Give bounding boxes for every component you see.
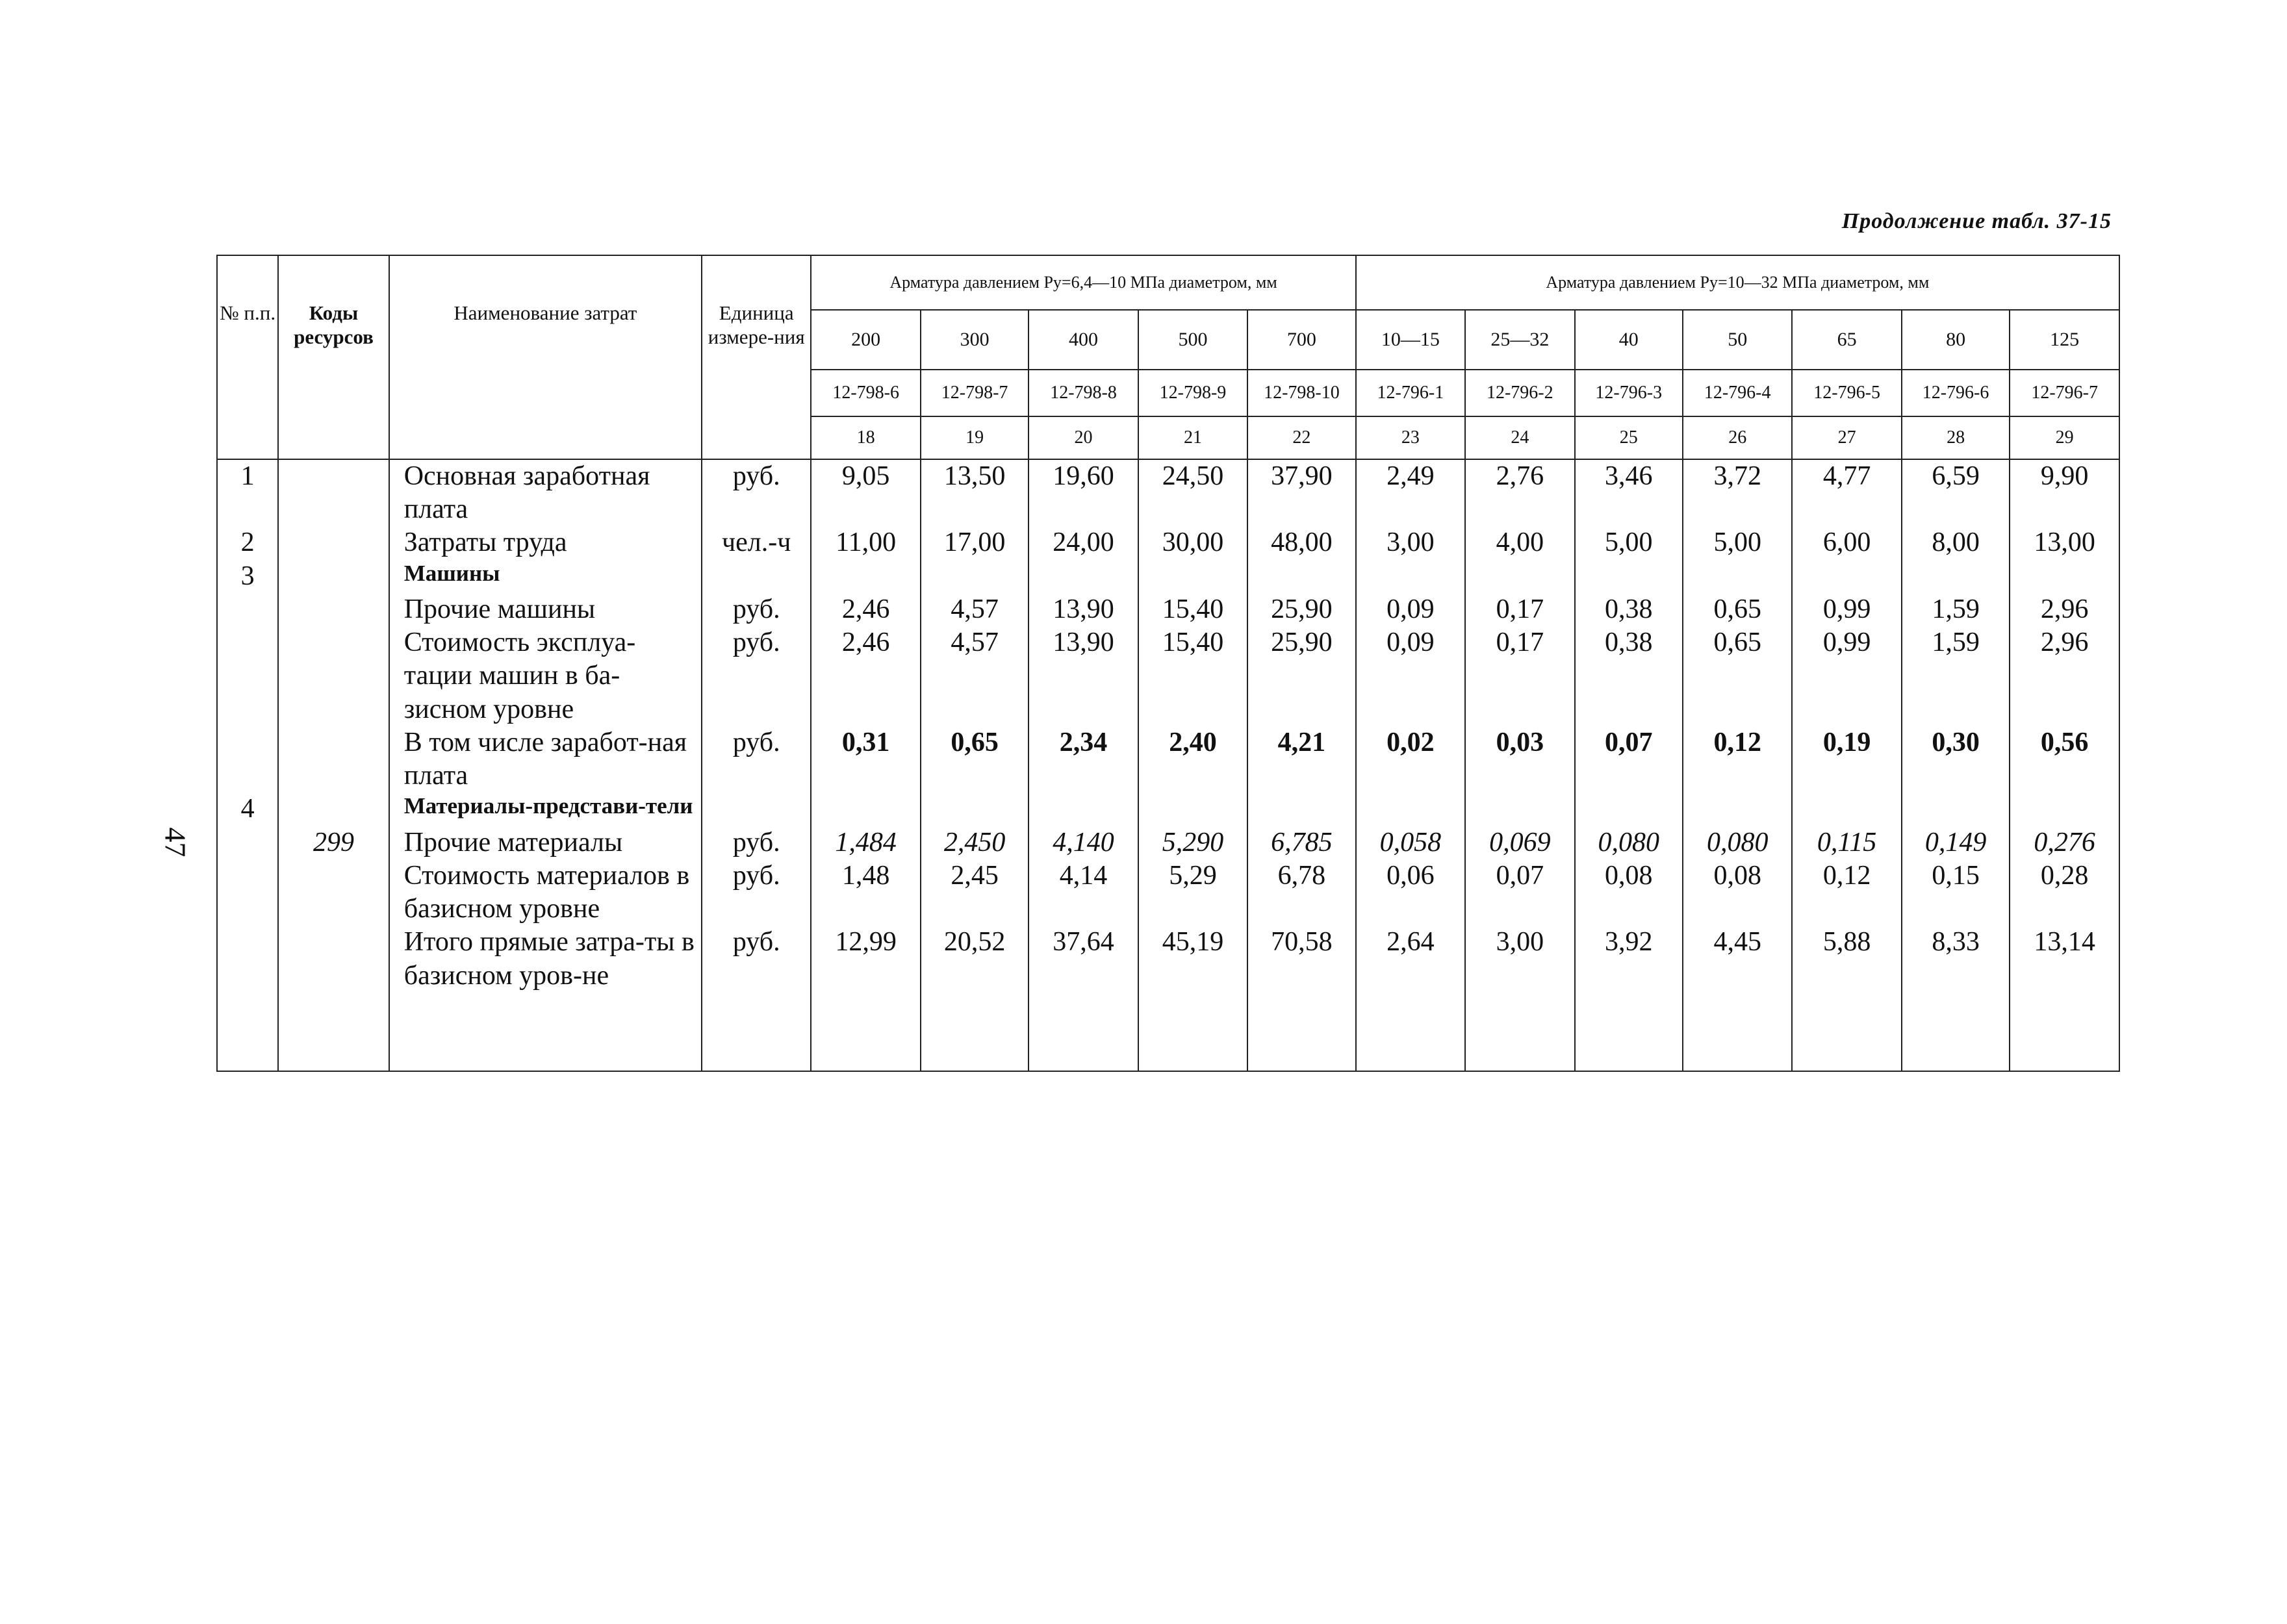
resource-code: 299 [278,826,389,859]
value-cell [1247,793,1355,826]
value-cell: 11,00 [811,526,920,559]
resource-code [278,560,389,593]
cost-name: Материалы-представи-тели [389,793,702,826]
resource-code [278,526,389,559]
value-cell [1792,793,1901,826]
value-cell: 4,21 [1247,726,1355,793]
value-cell: 0,115 [1792,826,1901,859]
table-row [217,459,2119,526]
value-cell [1902,560,2010,593]
value-cell: 0,069 [1465,826,1574,859]
empty-cell [1138,993,1247,1071]
value-cell: 0,07 [1575,726,1683,793]
empty-cell [1792,993,1901,1071]
cost-name: Стоимость материалов в базисном уровне [389,859,702,926]
value-cell: 0,65 [921,726,1029,793]
value-cell: 1,48 [811,859,920,926]
header-code: 12-796-7 [2010,370,2119,416]
value-cell: 3,00 [1356,526,1465,559]
value-cell: 6,00 [1792,526,1901,559]
value-cell: 0,07 [1465,859,1574,926]
header-diameter: 125 [2010,310,2119,370]
value-cell: 37,90 [1247,459,1355,526]
value-cell: 0,65 [1683,626,1792,726]
value-cell: 70,58 [1247,926,1355,992]
header-column-number: 19 [921,416,1029,459]
value-cell: 0,99 [1792,593,1901,626]
value-cell: 0,30 [1902,726,2010,793]
header-name: Наименование затрат [389,255,702,459]
header-group-1: Арматура давлением Ру=6,4—10 МПа диаметром, мм [811,255,1355,310]
resource-code [278,726,389,793]
cost-name: Основная заработная плата [389,459,702,526]
header-column-number: 27 [1792,416,1901,459]
value-cell: 9,90 [2010,459,2119,526]
value-cell: 5,290 [1138,826,1247,859]
value-cell: 2,450 [921,826,1029,859]
empty-cell [389,993,702,1071]
header-diameter: 65 [1792,310,1901,370]
header-column-number: 18 [811,416,920,459]
value-cell: 0,12 [1683,726,1792,793]
value-cell: 4,140 [1029,826,1138,859]
value-cell: 24,50 [1138,459,1247,526]
value-cell: 2,64 [1356,926,1465,992]
header-column-number: 21 [1138,416,1247,459]
header-code: 12-796-6 [1902,370,2010,416]
header-no: № п.п. [217,255,278,459]
value-cell: 5,29 [1138,859,1247,926]
value-cell [1138,793,1247,826]
header-codes: Коды ресурсов [278,255,389,459]
value-cell: 0,28 [2010,859,2119,926]
header-diameter: 700 [1247,310,1355,370]
value-cell: 4,45 [1683,926,1792,992]
header-diameter: 25—32 [1465,310,1574,370]
empty-cell [1247,993,1355,1071]
value-cell: 0,17 [1465,626,1574,726]
header-code: 12-798-7 [921,370,1029,416]
row-number: 1 [217,459,278,526]
value-cell: 0,09 [1356,626,1465,726]
table-row [217,560,2119,593]
resource-code [278,793,389,826]
value-cell [1902,793,2010,826]
value-cell [811,560,920,593]
empty-cell [217,993,278,1071]
value-cell: 9,05 [811,459,920,526]
value-cell: 0,080 [1683,826,1792,859]
row-number [217,626,278,726]
value-cell: 25,90 [1247,626,1355,726]
unit: руб. [702,926,811,992]
value-cell [1356,793,1465,826]
empty-cell [1465,993,1574,1071]
value-cell: 0,99 [1792,626,1901,726]
value-cell [811,793,920,826]
unit [702,793,811,826]
header-diameter: 80 [1902,310,2010,370]
header-column-number: 26 [1683,416,1792,459]
value-cell: 0,15 [1902,859,2010,926]
resource-code [278,859,389,926]
value-cell: 0,149 [1902,826,2010,859]
cost-name: В том числе заработ-ная плата [389,726,702,793]
row-number [217,593,278,626]
header-code: 12-798-8 [1029,370,1138,416]
value-cell: 4,57 [921,593,1029,626]
unit: руб. [702,826,811,859]
value-cell [1138,560,1247,593]
cost-name: Затраты труда [389,526,702,559]
value-cell [1683,560,1792,593]
value-cell: 0,080 [1575,826,1683,859]
value-cell: 0,02 [1356,726,1465,793]
header-column-number: 23 [1356,416,1465,459]
value-cell: 0,19 [1792,726,1901,793]
value-cell: 6,78 [1247,859,1355,926]
value-cell: 2,46 [811,593,920,626]
value-cell: 12,99 [811,926,920,992]
empty-cell [278,993,389,1071]
table-continuation-label: Продолжение табл. 37-15 [1841,209,2112,233]
header-column-number: 22 [1247,416,1355,459]
value-cell: 8,33 [1902,926,2010,992]
value-cell: 1,59 [1902,626,2010,726]
value-cell: 4,77 [1792,459,1901,526]
value-cell: 2,45 [921,859,1029,926]
value-cell [1792,560,1901,593]
value-cell: 3,46 [1575,459,1683,526]
value-cell: 13,90 [1029,593,1138,626]
row-number [217,726,278,793]
resource-code [278,926,389,992]
value-cell: 37,64 [1029,926,1138,992]
value-cell: 48,00 [1247,526,1355,559]
value-cell: 0,56 [2010,726,2119,793]
value-cell [1029,560,1138,593]
cost-name: Итого прямые затра-ты в базисном уров-не [389,926,702,992]
row-number [217,859,278,926]
value-cell: 15,40 [1138,593,1247,626]
header-diameter: 500 [1138,310,1247,370]
unit [702,560,811,593]
table-filler-row [217,993,2119,1071]
table-row [217,826,2119,859]
value-cell [2010,560,2119,593]
value-cell: 2,46 [811,626,920,726]
table-row [217,859,2119,926]
cost-name: Прочие машины [389,593,702,626]
value-cell: 5,88 [1792,926,1901,992]
value-cell: 0,06 [1356,859,1465,926]
value-cell: 2,96 [2010,593,2119,626]
row-number [217,826,278,859]
header-code: 12-798-6 [811,370,920,416]
header-code: 12-796-2 [1465,370,1574,416]
page-number: 47 [159,827,192,857]
header-diameter: 400 [1029,310,1138,370]
value-cell: 0,65 [1683,593,1792,626]
value-cell: 20,52 [921,926,1029,992]
value-cell: 0,12 [1792,859,1901,926]
value-cell [1029,793,1138,826]
value-cell: 0,17 [1465,593,1574,626]
resource-code [278,593,389,626]
header-column-number: 24 [1465,416,1574,459]
value-cell: 4,14 [1029,859,1138,926]
value-cell [1683,793,1792,826]
value-cell: 3,00 [1465,926,1574,992]
value-cell: 1,59 [1902,593,2010,626]
value-cell [1575,793,1683,826]
empty-cell [1356,993,1465,1071]
unit: руб. [702,726,811,793]
value-cell: 1,484 [811,826,920,859]
unit: чел.-ч [702,526,811,559]
header-code: 12-796-3 [1575,370,1683,416]
value-cell: 0,276 [2010,826,2119,859]
value-cell: 0,38 [1575,626,1683,726]
value-cell: 6,59 [1902,459,2010,526]
value-cell: 0,058 [1356,826,1465,859]
value-cell [921,793,1029,826]
unit: руб. [702,859,811,926]
header-unit: Единица измере-ния [702,255,811,459]
table-row [217,593,2119,626]
value-cell: 5,00 [1683,526,1792,559]
value-cell: 0,08 [1683,859,1792,926]
header-diameter: 200 [811,310,920,370]
value-cell: 8,00 [1902,526,2010,559]
row-number: 2 [217,526,278,559]
value-cell: 24,00 [1029,526,1138,559]
value-cell [1575,560,1683,593]
value-cell: 30,00 [1138,526,1247,559]
unit: руб. [702,459,811,526]
row-number: 4 [217,793,278,826]
header-diameter: 50 [1683,310,1792,370]
value-cell [1247,560,1355,593]
value-cell: 13,90 [1029,626,1138,726]
value-cell: 0,09 [1356,593,1465,626]
header-code: 12-798-9 [1138,370,1247,416]
empty-cell [1575,993,1683,1071]
value-cell: 0,38 [1575,593,1683,626]
value-cell: 13,50 [921,459,1029,526]
empty-cell [702,993,811,1071]
header-column-number: 20 [1029,416,1138,459]
value-cell: 17,00 [921,526,1029,559]
header-column-number: 28 [1902,416,2010,459]
header-code: 12-796-5 [1792,370,1901,416]
header-code: 12-796-4 [1683,370,1792,416]
value-cell: 0,31 [811,726,920,793]
value-cell: 4,57 [921,626,1029,726]
cost-name: Прочие материалы [389,826,702,859]
table-row [217,526,2119,559]
empty-cell [2010,993,2119,1071]
value-cell [1465,793,1574,826]
value-cell: 5,00 [1575,526,1683,559]
value-cell [1356,560,1465,593]
table-row [217,793,2119,826]
header-column-number: 29 [2010,416,2119,459]
unit: руб. [702,593,811,626]
value-cell: 45,19 [1138,926,1247,992]
value-cell: 3,92 [1575,926,1683,992]
cost-name: Машины [389,560,702,593]
resource-cost-table [216,255,2120,1072]
value-cell: 3,72 [1683,459,1792,526]
header-diameter: 40 [1575,310,1683,370]
value-cell: 6,785 [1247,826,1355,859]
row-number: 3 [217,560,278,593]
value-cell: 0,08 [1575,859,1683,926]
value-cell: 15,40 [1138,626,1247,726]
value-cell: 13,14 [2010,926,2119,992]
header-diameter: 300 [921,310,1029,370]
header-column-number: 25 [1575,416,1683,459]
empty-cell [921,993,1029,1071]
value-cell: 19,60 [1029,459,1138,526]
cost-name: Стоимость эксплуа-тации машин в ба-зисном уровне [389,626,702,726]
table-row [217,926,2119,992]
table-row [217,626,2119,726]
value-cell: 2,76 [1465,459,1574,526]
row-number [217,926,278,992]
empty-cell [1902,993,2010,1071]
value-cell: 0,03 [1465,726,1574,793]
header-group-2: Арматура давлением Ру=10—32 МПа диаметром, мм [1356,255,2119,310]
value-cell: 2,40 [1138,726,1247,793]
header-code: 12-796-1 [1356,370,1465,416]
value-cell: 2,49 [1356,459,1465,526]
unit: руб. [702,626,811,726]
empty-cell [811,993,920,1071]
empty-cell [1029,993,1138,1071]
resource-code [278,626,389,726]
value-cell: 25,90 [1247,593,1355,626]
value-cell: 2,96 [2010,626,2119,726]
empty-cell [1683,993,1792,1071]
table-row [217,726,2119,793]
value-cell: 13,00 [2010,526,2119,559]
value-cell: 4,00 [1465,526,1574,559]
resource-code [278,459,389,526]
header-code: 12-798-10 [1247,370,1355,416]
value-cell [1465,560,1574,593]
value-cell: 2,34 [1029,726,1138,793]
value-cell [2010,793,2119,826]
value-cell [921,560,1029,593]
header-diameter: 10—15 [1356,310,1465,370]
